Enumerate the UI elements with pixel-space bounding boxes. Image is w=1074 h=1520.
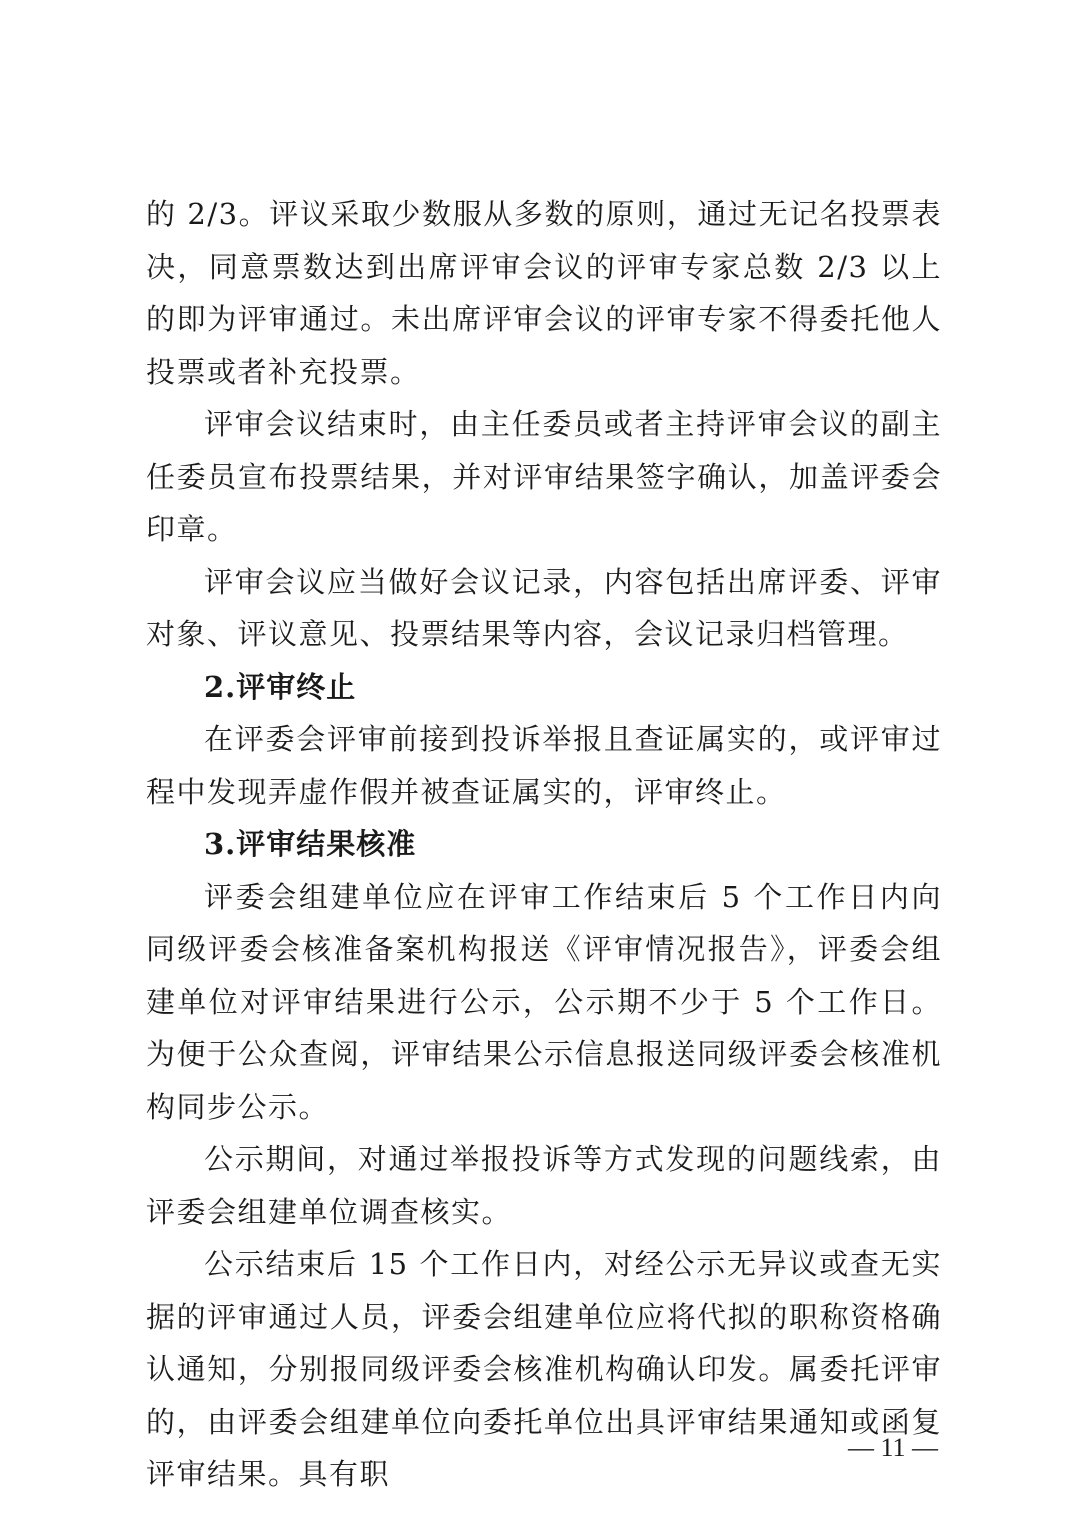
paragraph-review-termination: 在评委会评审前接到投诉举报且查证属实的，或评审过程中发现弄虚作假并被查证属实的，评审终止。 (146, 722, 942, 809)
section-heading-review-termination: 2.评审终止 (204, 669, 357, 704)
page-number: — 11 — (847, 1433, 938, 1462)
document-body (146, 188, 942, 1501)
paragraph-result-confirmation: 公示结束后 15 个工作日内，对经公示无异议或查无实据的评审通过人员，评委会组建单位应将代拟的职称资格确认通知，分别报同级评委会核准机构确认印发。属委托评审的，由评委会组建单位向委托单位出具评审结果通知或函复评审结果。具有职 (146, 1247, 942, 1491)
paragraph-meeting-conclusion: 评审会议结束时，由主任委员或者主持评审会议的副主任委员宣布投票结果，并对评审结果签字确认，加盖评委会印章。 (146, 407, 942, 546)
paragraph-meeting-records: 评审会议应当做好会议记录，内容包括出席评委、评审对象、评议意见、投票结果等内容，会议记录归档管理。 (146, 564, 942, 651)
paragraph-result-report: 评委会组建单位应在评审工作结束后 5 个工作日内向同级评委会核准备案机构报送《评审情况报告》，评委会组建单位对评审结果进行公示，公示期不少于 5 个工作日。为便于公众查阅，评审结果公示信息报送同级评委会核准机构同步公示。 (146, 879, 942, 1124)
paragraph-voting-rules: 的 2/3。评议采取少数服从多数的原则，通过无记名投票表决，同意票数达到出席评审会议的评审专家总数 2/3 以上的即为评审通过。未出席评审会议的评审专家不得委托他人投票或者补充投票。 (146, 197, 942, 389)
section-heading-result-approval: 3.评审结果核准 (204, 827, 417, 861)
paragraph-publicity-verification: 公示期间，对通过举报投诉等方式发现的问题线索，由评委会组建单位调查核实。 (146, 1142, 942, 1229)
